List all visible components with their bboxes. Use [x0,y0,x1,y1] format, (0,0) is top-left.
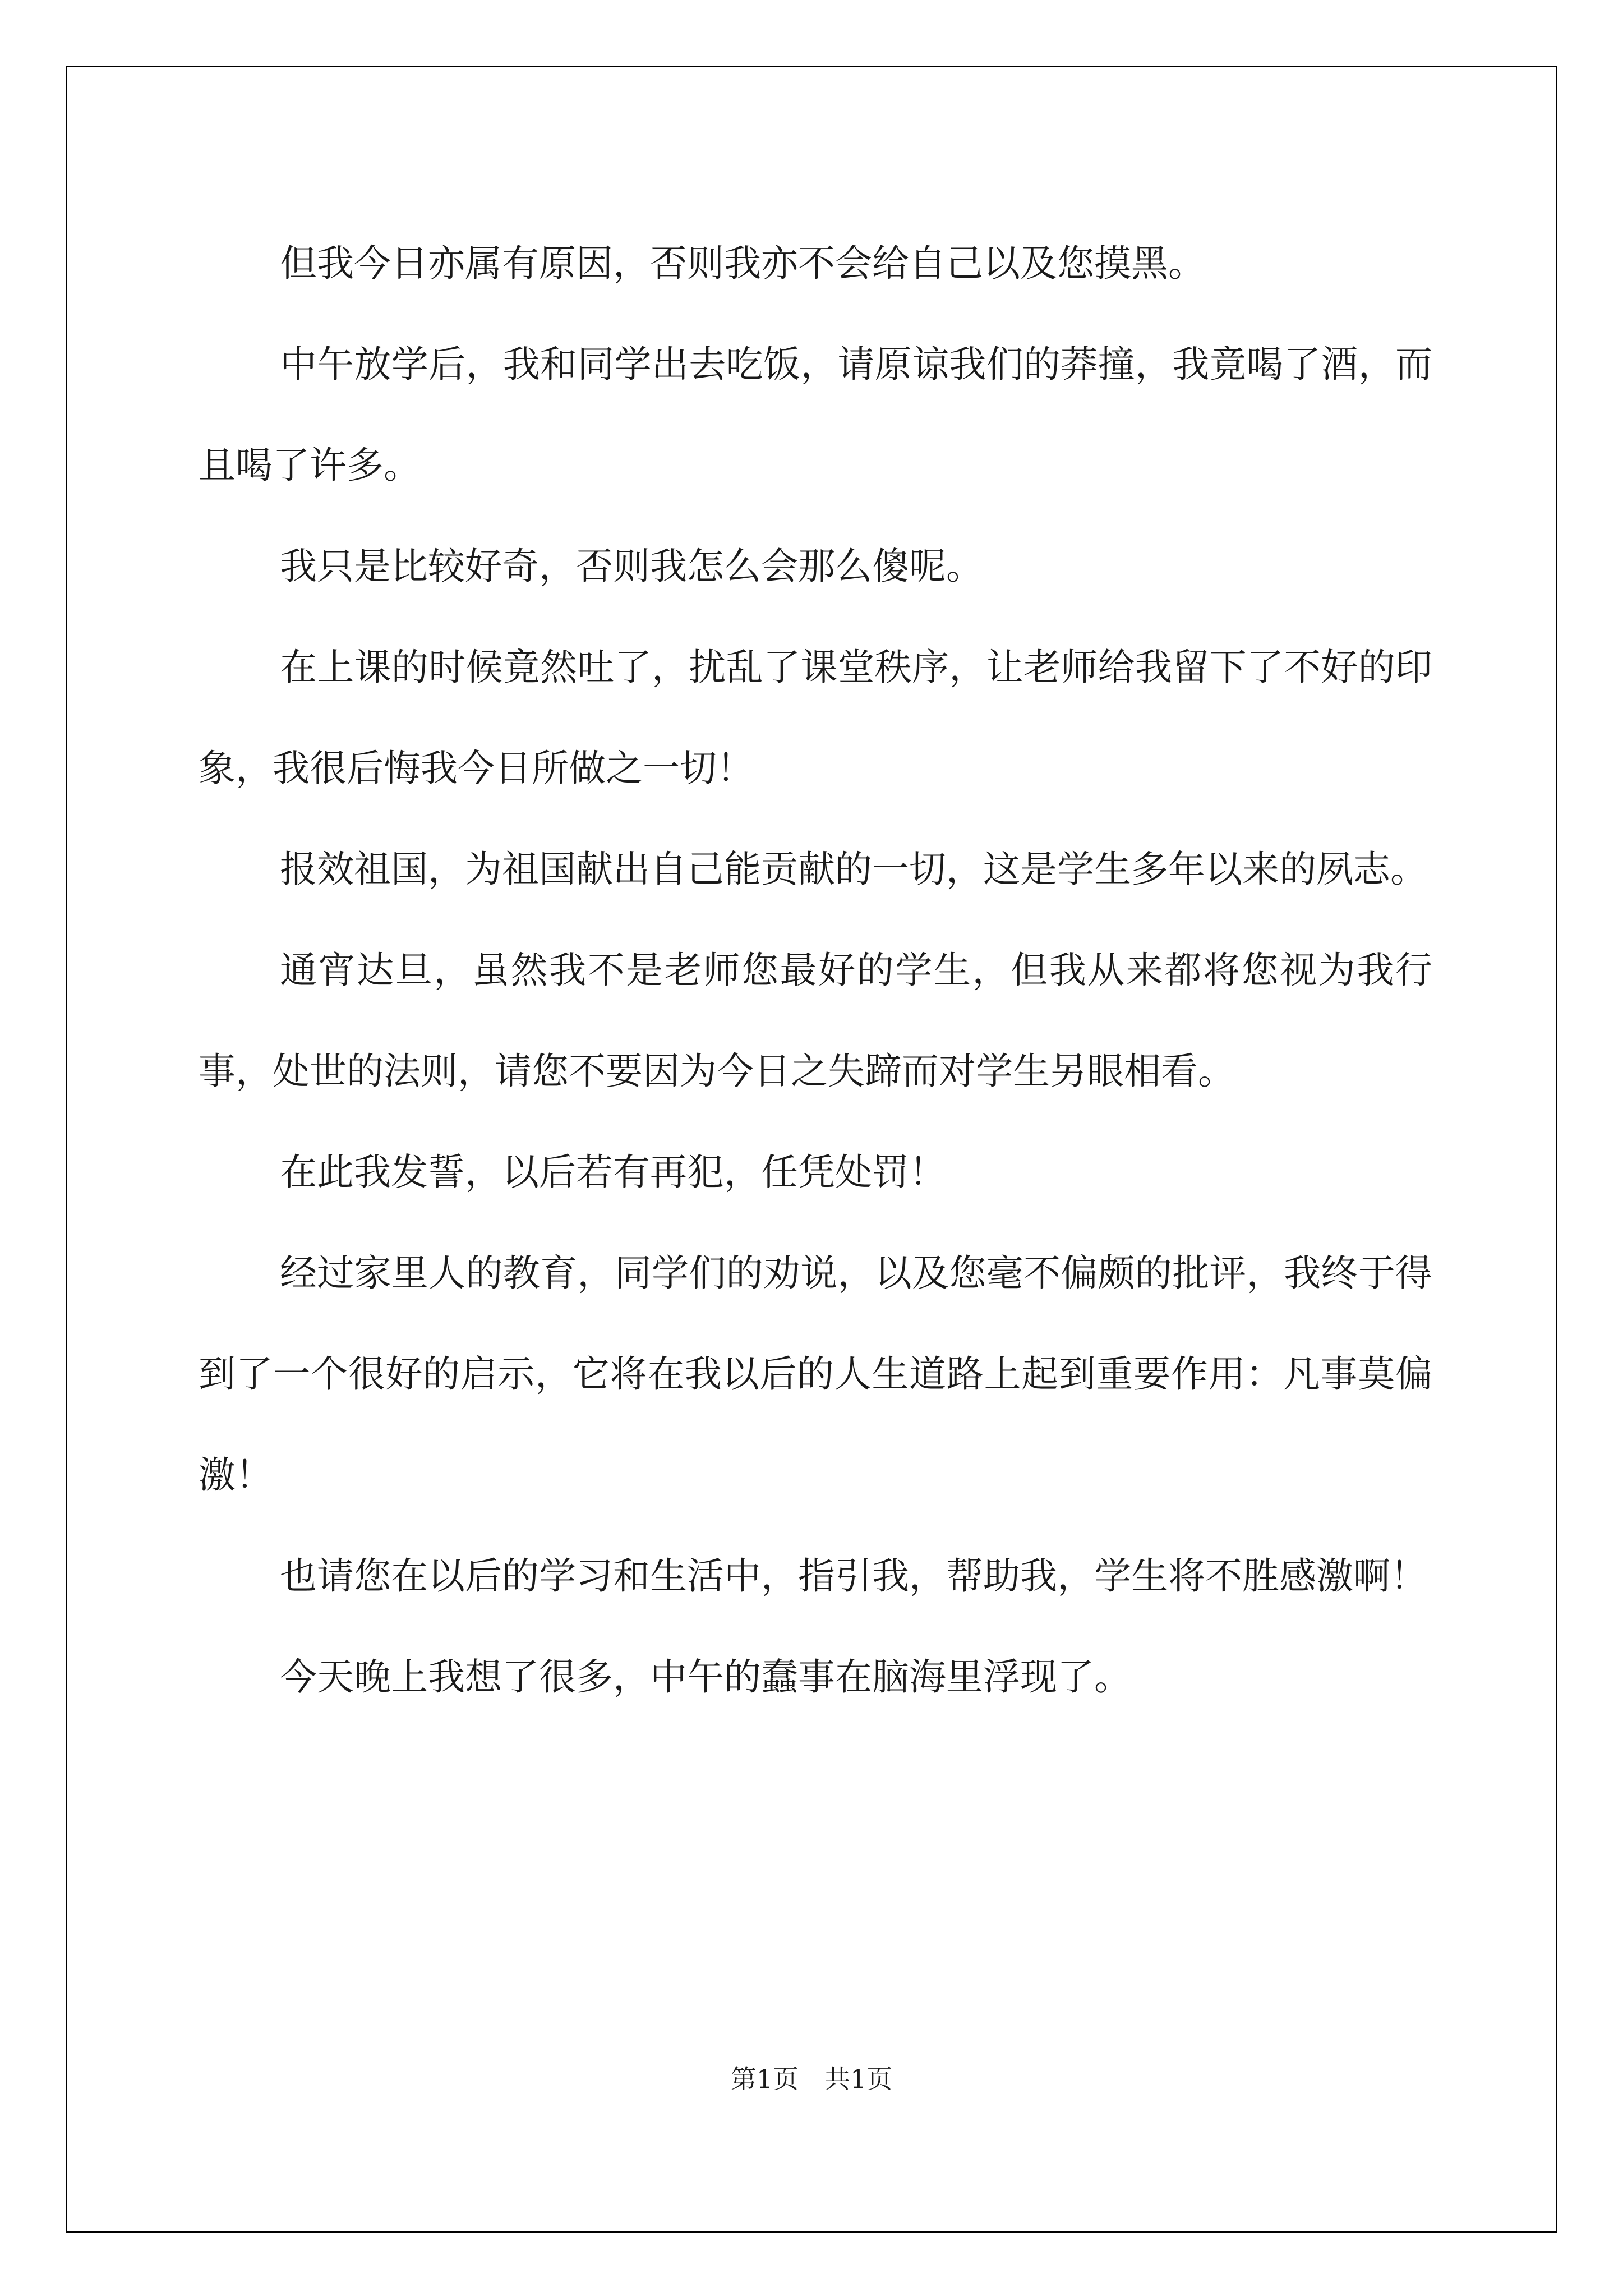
paragraph: 中午放学后，我和同学出去吃饭，请原谅我们的莽撞，我竟喝了酒，而且喝了许多。 [199,343,1432,487]
document-body [199,213,1432,1728]
paragraph: 在上课的时候竟然吐了，扰乱了课堂秩序，让老师给我留下了不好的印象，我很后悔我今日所做之一切！ [199,646,1432,790]
page-number: 第1页 共1页 [730,2064,893,2094]
paragraph: 报效祖国，为祖国献出自己能贡献的一切，这是学生多年以来的夙志。 [280,848,1427,891]
paragraph: 我只是比较好奇，否则我怎么会那么傻呢。 [280,545,983,588]
paragraph: 经过家里人的教育，同学们的劝说，以及您毫不偏颇的批评，我终于得到了一个很好的启示，它将在我以后的人生道路上起到重要作用：凡事莫偏激！ [199,1251,1432,1497]
paragraph: 也请您在以后的学习和生活中，指引我，帮助我，学生将不胜感激啊！ [280,1554,1427,1598]
paragraph: 在此我发誓，以后若有再犯，任凭处罚！ [280,1151,946,1194]
paragraph: 通宵达旦，虽然我不是老师您最好的学生，但我从来都将您视为我行事，处世的法则，请您不要因为今日之失蹄而对学生另眼相看。 [199,949,1432,1093]
paragraph: 今天晚上我想了很多，中午的蠢事在脑海里浮现了。 [280,1655,1131,1699]
paragraph: 但我今日亦属有原因，否则我亦不会给自己以及您摸黑。 [280,242,1205,285]
